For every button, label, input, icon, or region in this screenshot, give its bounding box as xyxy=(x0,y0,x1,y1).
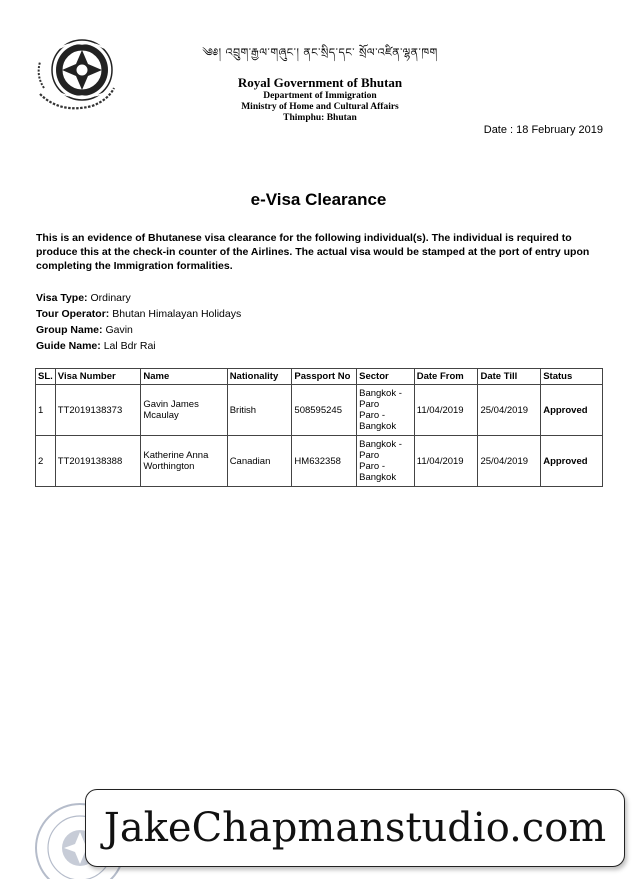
cell-date-till: 25/04/2019 xyxy=(478,436,541,487)
tour-operator-label: Tour Operator: xyxy=(36,308,110,320)
group-name-row xyxy=(36,322,241,338)
sector-line: Bangkok - xyxy=(359,388,402,399)
cell-sector xyxy=(357,385,415,436)
visa-type-row xyxy=(36,290,241,306)
cell-date-till: 25/04/2019 xyxy=(478,385,541,436)
col-visa-number: Visa Number xyxy=(55,369,141,385)
col-name: Name xyxy=(141,369,227,385)
ministry-name: Ministry of Home and Cultural Affairs xyxy=(241,102,399,112)
group-name-value: Gavin xyxy=(105,324,133,336)
col-sl: SL. xyxy=(36,369,56,385)
visa-details xyxy=(36,290,241,354)
cell-name xyxy=(141,436,227,487)
cell-sl: 1 xyxy=(36,385,56,436)
table-header-row xyxy=(36,369,603,385)
cell-nationality: Canadian xyxy=(227,436,292,487)
location: Thimphu: Bhutan xyxy=(283,113,357,123)
col-sector: Sector xyxy=(357,369,415,385)
guide-name-label: Guide Name: xyxy=(36,340,101,352)
col-date-till: Date Till xyxy=(478,369,541,385)
cell-passport: 508595245 xyxy=(292,385,357,436)
visa-type-label: Visa Type: xyxy=(36,292,88,304)
cell-status: Approved xyxy=(541,436,603,487)
col-passport: Passport No xyxy=(292,369,357,385)
cell-visa-number: TT2019138388 xyxy=(55,436,141,487)
page-title: e-Visa Clearance xyxy=(250,190,387,209)
col-status: Status xyxy=(541,369,603,385)
sector-line: Paro xyxy=(359,399,380,410)
tour-operator-row xyxy=(36,306,241,322)
sector-line: Bangkok xyxy=(359,421,397,432)
visa-type-value: Ordinary xyxy=(90,292,131,304)
table-row xyxy=(36,436,603,487)
cell-nationality: British xyxy=(227,385,292,436)
watermark-banner: JakeChapmanstudio.com xyxy=(85,789,625,867)
name-line: Gavin James xyxy=(143,399,199,410)
government-name: Royal Government of Bhutan xyxy=(237,75,403,90)
name-line: Worthington xyxy=(143,461,195,472)
department-name: Department of Immigration xyxy=(263,91,377,101)
name-line: Mcaulay xyxy=(143,410,179,421)
sector-line: Bangkok xyxy=(359,472,397,483)
table-row xyxy=(36,385,603,436)
sector-line: Paro xyxy=(359,450,380,461)
sector-line: Paro - xyxy=(359,410,385,421)
name-line: Katherine Anna xyxy=(143,450,209,461)
tibetan-heading: ༄༅། འབྲུག་རྒྱལ་གཞུང་། ནང་སྲིད་དང་ སྲོལ་འཛིན་ལྷན་ཁག xyxy=(202,46,438,59)
col-nationality: Nationality xyxy=(227,369,292,385)
intro-paragraph: This is an evidence of Bhutanese visa clearance for the following individual(s). The individual is required to produce this at the check-in counter of the Airlines. The actual visa would be stamped at the port of entry upon completing the Immigration formalities. xyxy=(36,232,590,272)
cell-passport: HM632358 xyxy=(292,436,357,487)
sector-line: Bangkok - xyxy=(359,439,402,450)
document-date: Date : 18 February 2019 xyxy=(483,124,603,136)
visa-table xyxy=(35,368,603,487)
cell-sector xyxy=(357,436,415,487)
cell-date-from: 11/04/2019 xyxy=(414,436,478,487)
group-name-label: Group Name: xyxy=(36,324,103,336)
letterhead xyxy=(170,40,470,124)
tour-operator-value: Bhutan Himalayan Holidays xyxy=(112,308,242,320)
sector-line: Paro - xyxy=(359,461,385,472)
cell-date-from: 11/04/2019 xyxy=(414,385,478,436)
cell-name xyxy=(141,385,227,436)
bhutan-emblem-icon xyxy=(30,36,124,118)
guide-name-value: Lal Bdr Rai xyxy=(103,340,156,352)
cell-status: Approved xyxy=(541,385,603,436)
col-date-from: Date From xyxy=(414,369,478,385)
guide-name-row xyxy=(36,338,241,354)
cell-visa-number: TT2019138373 xyxy=(55,385,141,436)
cell-sl: 2 xyxy=(36,436,56,487)
